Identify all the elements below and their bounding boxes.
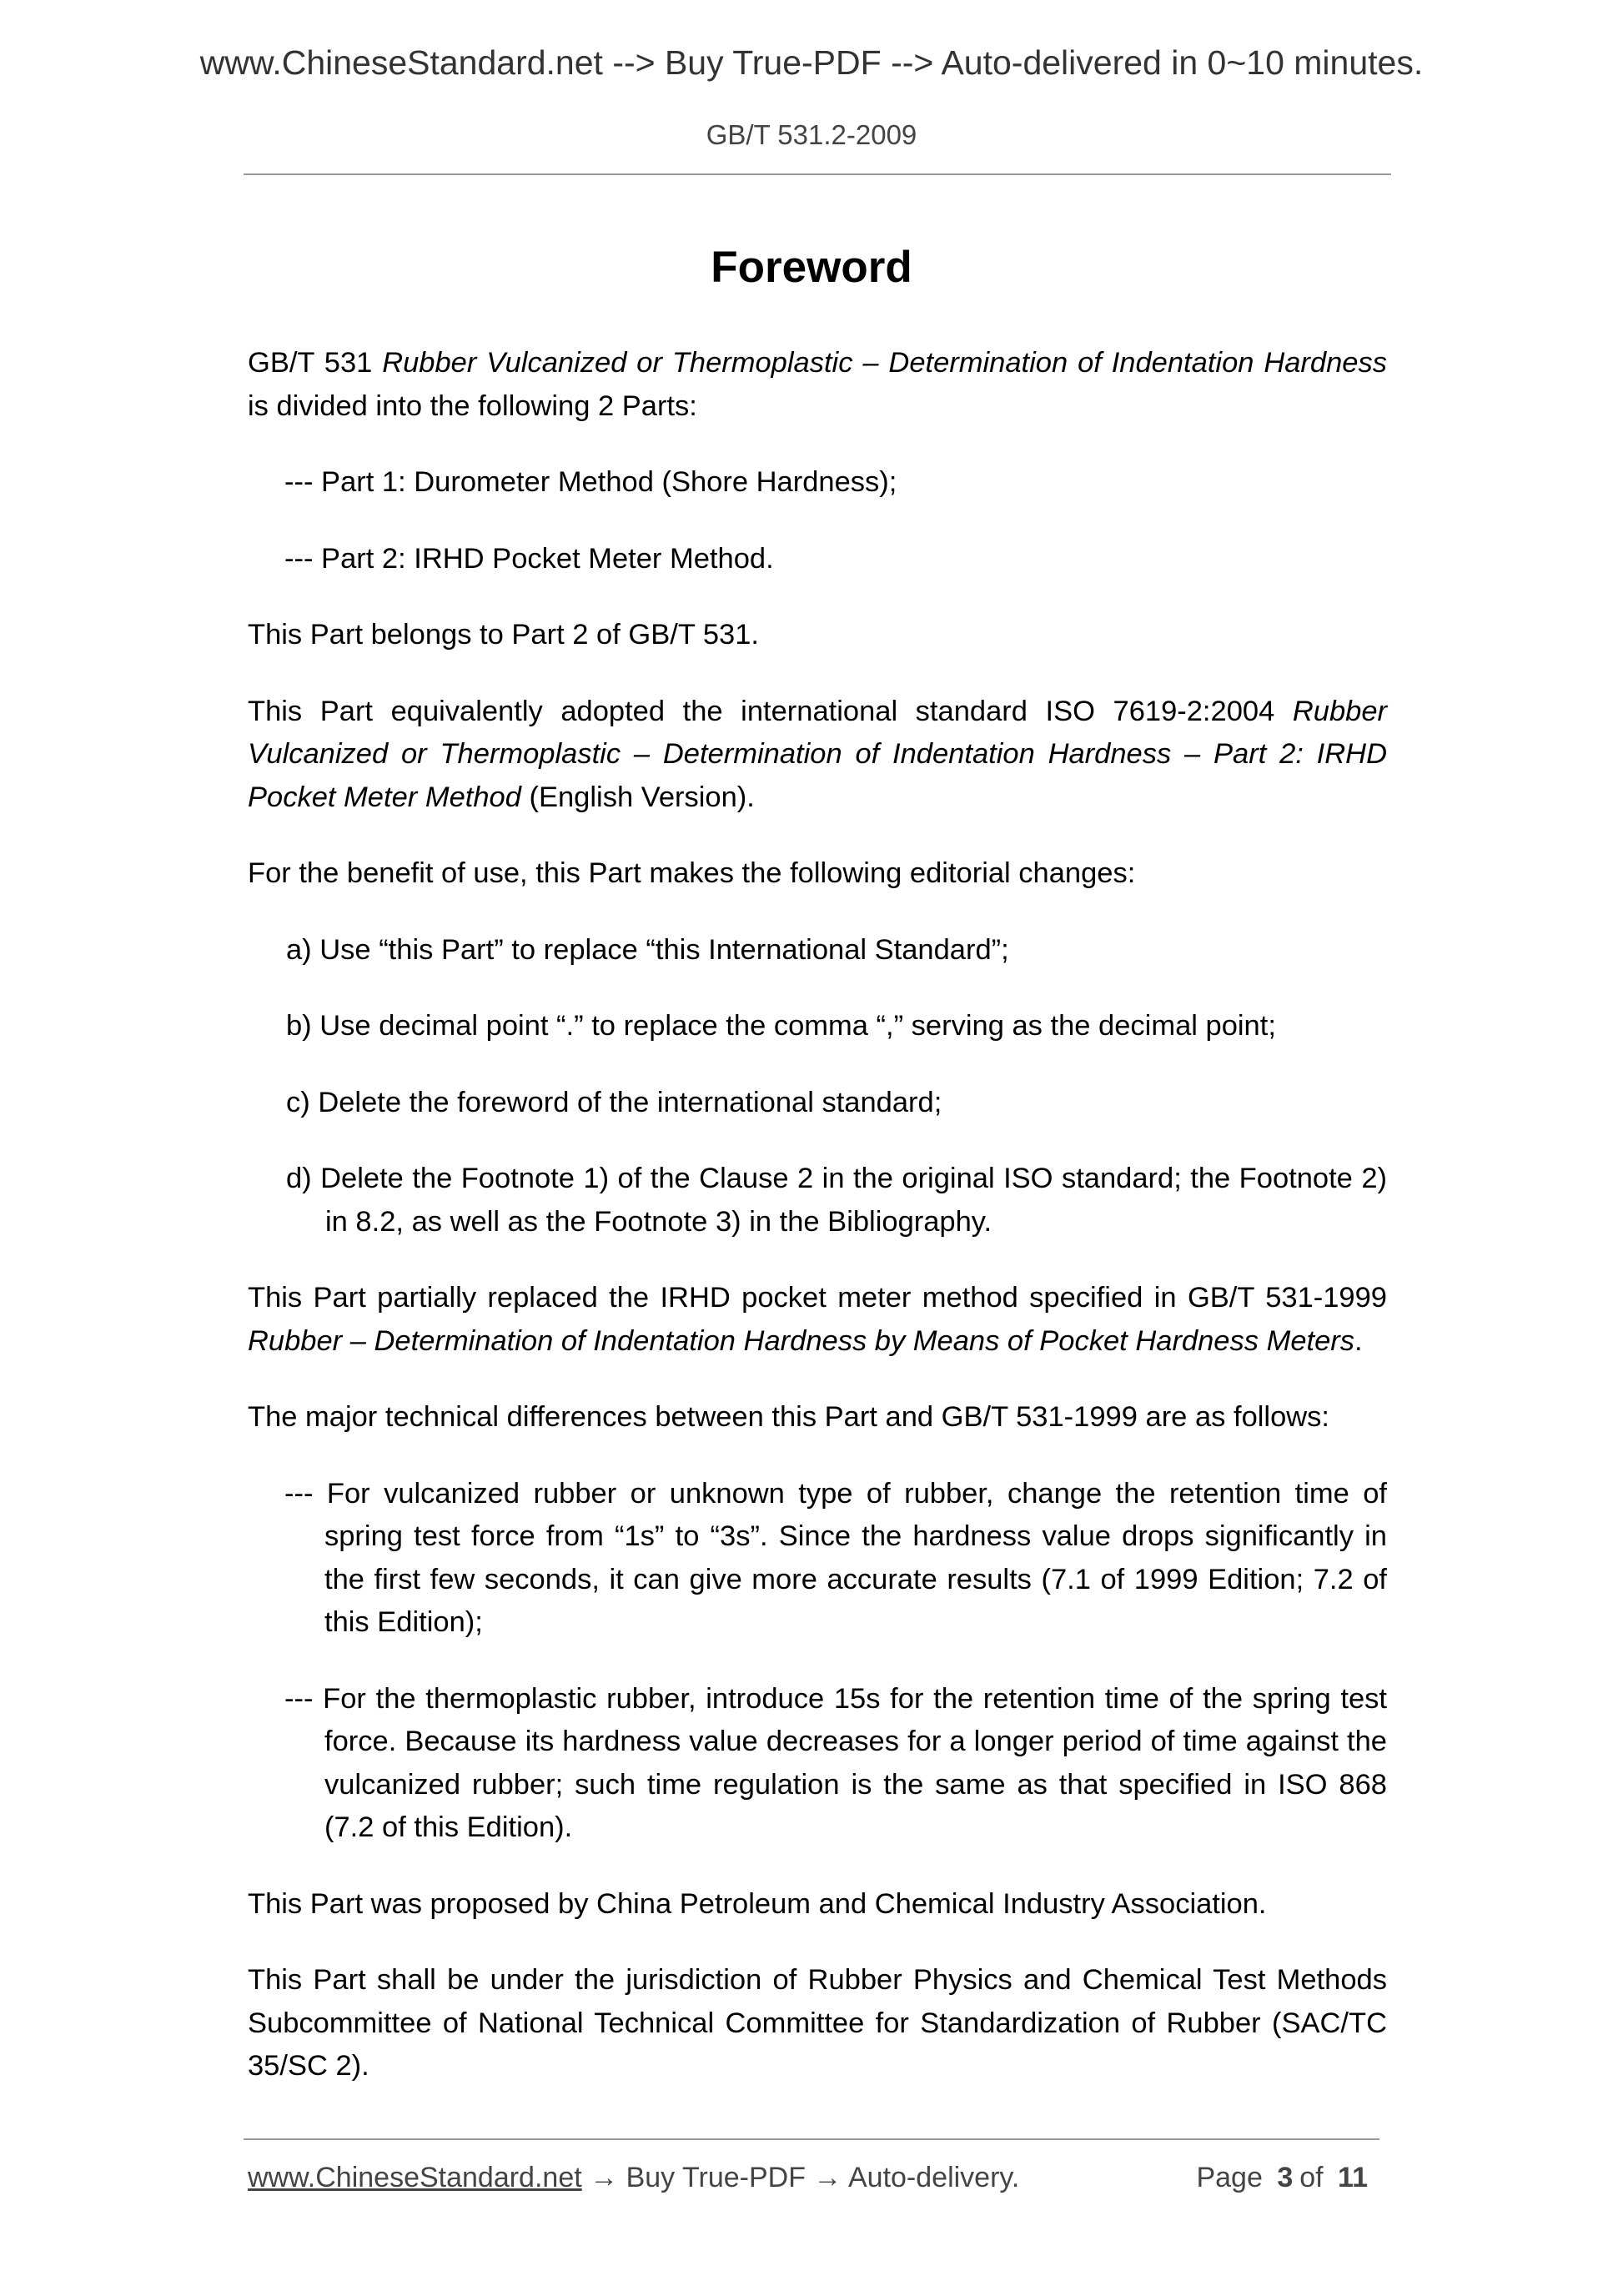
footer-site-link[interactable]: www.ChineseStandard.net: [248, 2162, 582, 2193]
document-body: [248, 342, 1387, 2122]
paragraph: [248, 342, 1387, 428]
list-item: [248, 1473, 1387, 1645]
italic-title-text: Rubber Vulcanized or Thermoplastic – Determination of Indentation Hardness: [382, 347, 1387, 379]
page-of: of: [1299, 2162, 1324, 2193]
paragraph-text: --- For the thermoplastic rubber, introduce 15s for the retention time of the spring test force. Because its hardness value decreases for a longer period of time against the vulcanized rubber; such time regulation is the same as that specified in ISO 868 (7.2 of this Edition).: [284, 1682, 1387, 1843]
paragraph: [248, 1396, 1387, 1439]
list-item: [248, 1005, 1387, 1048]
paragraph-text: (English Version).: [520, 781, 755, 813]
paragraph-text: The major technical differences between this Part and GB/T 531-1999 are as follows:: [248, 1401, 1330, 1433]
paragraph-text: --- For vulcanized rubber or unknown type of rubber, change the retention time of spring test force from “1s” to “3s”. Since the hardness value drops significantly in the first few seconds, it can give more accurate results (7.1 of 1999 Edition; 7.2 of this Edition);: [284, 1477, 1387, 1638]
footer-tagline: → Buy True-PDF → Auto-delivery.: [581, 2162, 1020, 2193]
paragraph-text: GB/T 531: [248, 347, 383, 379]
paragraph-text: c) Delete the foreword of the international standard;: [286, 1086, 942, 1118]
list-item: [248, 929, 1387, 972]
paragraph-text: b) Use decimal point “.” to replace the comma “,” serving as the decimal point;: [286, 1010, 1276, 1042]
paragraph-text: .: [1354, 1324, 1363, 1357]
paragraph-text: This Part partially replaced the IRHD pocket meter method specified in GB/T 531-1999: [248, 1282, 1387, 1314]
page-label: Page: [1196, 2162, 1263, 2193]
list-item: [248, 461, 1387, 505]
paragraph: [248, 1883, 1387, 1927]
paragraph-text: --- Part 2: IRHD Pocket Meter Method.: [284, 542, 774, 575]
paragraph-text: --- Part 1: Durometer Method (Shore Hardness);: [284, 466, 897, 498]
top-banner: www.ChineseStandard.net --> Buy True-PDF --> Auto-delivered in 0~10 minutes.: [199, 43, 1424, 82]
italic-title-text: Rubber Vulcanized or Thermoplastic – Determination of Indentation Hardness – Part 2: IRHD Pocket Meter Method: [248, 695, 1387, 813]
paragraph-text: a) Use “this Part” to replace “this International Standard”;: [286, 933, 1009, 966]
list-item: [248, 538, 1387, 581]
page-title: Foreword: [711, 243, 912, 292]
paragraph: [248, 691, 1387, 820]
page-footer: [248, 2162, 1382, 2194]
document-code: GB/T 531.2-2009: [706, 119, 917, 150]
page-current: 3: [1277, 2162, 1294, 2193]
footer-divider: [244, 2138, 1379, 2140]
paragraph-text: This Part was proposed by China Petroleum and Chemical Industry Association.: [248, 1887, 1267, 1920]
header-divider: [244, 173, 1391, 175]
paragraph: [248, 1277, 1387, 1363]
paragraph-text: This Part belongs to Part 2 of GB/T 531.: [248, 619, 760, 651]
list-item: [248, 1158, 1387, 1243]
list-item: [248, 1678, 1387, 1850]
paragraph: [248, 852, 1387, 896]
paragraph-text: This Part shall be under the jurisdiction of Rubber Physics and Chemical Test Methods Subcommittee of National Technical Committee for Standardization of Rubber (SAC/TC 35/SC 2).: [248, 1964, 1387, 2082]
page-total: 11: [1338, 2162, 1368, 2193]
paragraph: [248, 1959, 1387, 2088]
page-indicator: [1196, 2162, 1374, 2194]
paragraph-text: is divided into the following 2 Parts:: [248, 389, 697, 422]
paragraph-text: This Part equivalently adopted the international standard ISO 7619-2:2004: [248, 695, 1293, 727]
paragraph-text: For the benefit of use, this Part makes the following editorial changes:: [248, 857, 1136, 889]
paragraph: [248, 614, 1387, 657]
list-item: [248, 1082, 1387, 1125]
paragraph-text: d) Delete the Footnote 1) of the Clause 2 in the original ISO standard; the Footnote 2) in 8.2, as well as the Footnote 3) in the Bibliography.: [286, 1163, 1387, 1238]
italic-title-text: Rubber – Determination of Indentation Hardness by Means of Pocket Hardness Meters: [248, 1324, 1355, 1357]
